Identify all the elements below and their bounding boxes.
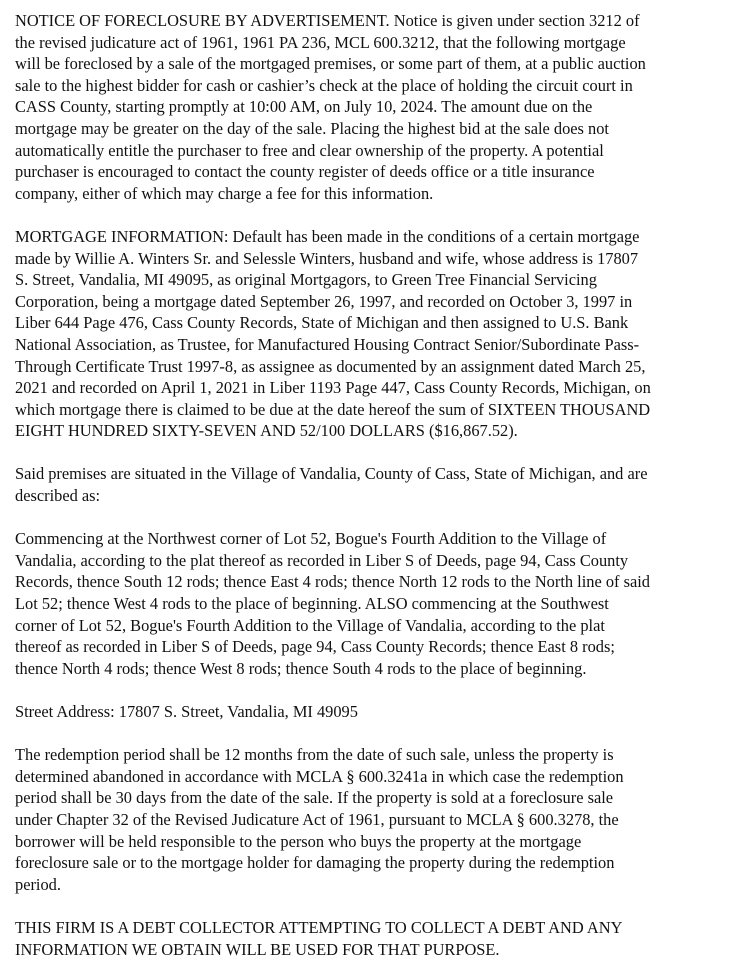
premises-location-paragraph: Said premises are situated in the Village of Vandalia, County of Cass, State of Michigan, and are described as: [15,464,648,506]
mortgage-information-paragraph: MORTGAGE INFORMATION: Default has been made in the conditions of a certain mortgage made by Willie A. Winters Sr. and Selessle Winters, husband and wife, whose address is 17807 S. Street, Vandalia, MI 49095, as original Mortgagors, to Green Tree Financial Servicing Corporation, being a mortgage dated September 26, 1997, and recorded on October 3, 1997 in Liber 644 Page 476, Cass County Records, State of Michigan and then assigned to U.S. Bank National Association, as Trustee, for Manufactured Housing Contract Senior/Subordinate Pass- Through Certificate Trust 1997-8, as assignee as documented by an assignment dated March 25, 2021 and recorded on April 1, 2021 in Liber 1193 Page 447, Cass County Records, Michigan, on which mortgage there is claimed to be due at the date hereof the sum of SIXTEEN THOUSAND EIGHT HUNDRED SIXTY-SEVEN AND 52/100 DOLLARS ($16,867.52). [15,226,651,441]
redemption-period-paragraph: The redemption period shall be 12 months from the date of such sale, unless the property is determined abandoned in accordance with MCLA § 600.3241a in which case the redemption period shall be 30 days from the date of the sale. If the property is sold at a foreclosure sale under Chapter 32 of the Revised Judicature Act of 1961, pursuant to MCLA § 600.3278, the borrower will be held responsible to the person who buys the property at the mortgage foreclosure sale or to the mortgage holder for damaging the property during the redemption period. [15,745,624,894]
notice-intro-paragraph: NOTICE OF FORECLOSURE BY ADVERTISEMENT. Notice is given under section 3212 of the revised judicature act of 1961, 1961 PA 236, MCL 600.3212, that the following mortgage will be foreclosed by a sale of the mortgaged premises, or some part of them, at a public auction sale to the highest bidder for cash or cashier’s check at the place of holding the circuit court in CASS County, starting promptly at 10:00 AM, on July 10, 2024. The amount due on the mortgage may be greater on the day of the sale. Placing the highest bid at the sale does not automatically entitle the purchaser to free and clear ownership of the property. A potential purchaser is encouraged to contact the county register of deeds office or a title insurance company, either of which may charge a fee for this information. [15,11,646,203]
street-address-paragraph: Street Address: 17807 S. Street, Vandalia, MI 49095 [15,702,358,721]
debt-collector-disclaimer: THIS FIRM IS A DEBT COLLECTOR ATTEMPTING TO COLLECT A DEBT AND ANY INFORMATION WE OBTAIN WILL BE USED FOR THAT PURPOSE. [15,917,623,959]
legal-description-paragraph: Commencing at the Northwest corner of Lot 52, Bogue's Fourth Addition to the Village of Vandalia, according to the plat thereof as recorded in Liber S of Deeds, page 94, Cass County Records, thence South 12 rods; thence East 4 rods; thence North 12 rods to the North line of said Lot 52; thence West 4 rods to the place of beginning. ALSO commencing at the Southwest corner of Lot 52, Bogue's Fourth Addition to the Village of Vandalia, according to the plat thereof as recorded in Liber S of Deeds, page 94, Cass County Records; thence East 8 rods; thence North 4 rods; thence West 8 rods; thence South 4 rods to the place of beginning. [15,529,651,678]
